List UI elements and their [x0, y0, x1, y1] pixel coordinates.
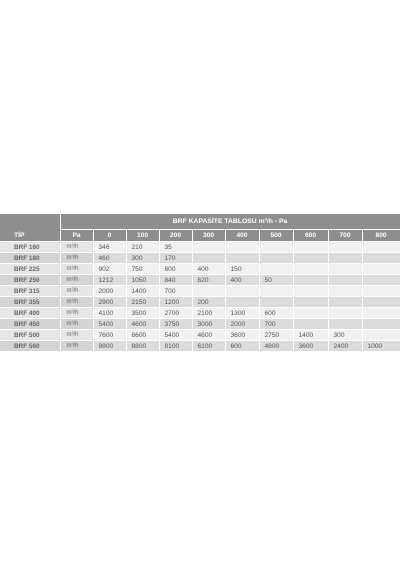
capacity-value-cell: [328, 275, 362, 286]
capacity-value-cell: [293, 264, 328, 275]
tip-cell: BRF 355: [0, 297, 60, 308]
capacity-value-cell: 750: [126, 264, 159, 275]
capacity-value-cell: 150: [225, 264, 259, 275]
pressure-column-header: 300: [192, 230, 225, 242]
capacity-value-cell: [362, 308, 400, 319]
capacity-value-cell: [192, 253, 225, 264]
table-row: [0, 297, 400, 308]
capacity-value-cell: 3600: [293, 341, 328, 352]
table-row: [0, 319, 400, 330]
pressure-column-header: 100: [126, 230, 159, 242]
capacity-value-cell: [362, 330, 400, 341]
capacity-value-cell: 1200: [159, 297, 192, 308]
capacity-value-cell: 2000: [225, 319, 259, 330]
unit-cell: m³/h: [60, 253, 93, 264]
capacity-value-cell: 4800: [259, 341, 293, 352]
capacity-value-cell: 600: [259, 308, 293, 319]
capacity-value-cell: 8800: [126, 341, 159, 352]
capacity-value-cell: 2700: [159, 308, 192, 319]
capacity-value-cell: [362, 319, 400, 330]
capacity-value-cell: 210: [126, 242, 159, 253]
capacity-value-cell: [362, 242, 400, 253]
pressure-column-header: 200: [159, 230, 192, 242]
capacity-value-cell: 2100: [192, 308, 225, 319]
capacity-value-cell: 1400: [126, 286, 159, 297]
unit-cell: m³/h: [60, 297, 93, 308]
tip-column-header: TİP: [0, 214, 60, 242]
capacity-value-cell: 3500: [126, 308, 159, 319]
unit-column-header: Pa: [60, 230, 93, 242]
capacity-value-cell: [328, 253, 362, 264]
capacity-value-cell: [293, 308, 328, 319]
capacity-value-cell: 3600: [225, 330, 259, 341]
capacity-value-cell: [328, 264, 362, 275]
capacity-value-cell: [362, 275, 400, 286]
capacity-value-cell: [362, 264, 400, 275]
capacity-value-cell: [259, 242, 293, 253]
pressure-column-header: 400: [225, 230, 259, 242]
table-row: [0, 341, 400, 352]
capacity-value-cell: 1212: [93, 275, 126, 286]
capacity-value-cell: [328, 308, 362, 319]
capacity-value-cell: 700: [159, 286, 192, 297]
capacity-value-cell: 5400: [159, 330, 192, 341]
capacity-value-cell: [225, 253, 259, 264]
pressure-column-header: 600: [293, 230, 328, 242]
capacity-value-cell: 1300: [225, 308, 259, 319]
capacity-value-cell: 6600: [126, 330, 159, 341]
capacity-value-cell: 170: [159, 253, 192, 264]
capacity-value-cell: 35: [159, 242, 192, 253]
tip-cell: BRF 400: [0, 308, 60, 319]
capacity-value-cell: 9800: [93, 341, 126, 352]
unit-cell: m³/h: [60, 275, 93, 286]
capacity-value-cell: [259, 264, 293, 275]
capacity-value-cell: 7600: [93, 330, 126, 341]
capacity-value-cell: [225, 242, 259, 253]
capacity-value-cell: [362, 286, 400, 297]
capacity-value-cell: 840: [159, 275, 192, 286]
capacity-value-cell: [362, 253, 400, 264]
table-row: [0, 242, 400, 253]
capacity-value-cell: [328, 297, 362, 308]
capacity-value-cell: 2900: [93, 297, 126, 308]
capacity-value-cell: 460: [93, 253, 126, 264]
capacity-value-cell: [293, 275, 328, 286]
capacity-value-cell: 300: [328, 330, 362, 341]
pressure-column-header: 800: [362, 230, 400, 242]
capacity-value-cell: [293, 297, 328, 308]
capacity-value-cell: 2400: [328, 341, 362, 352]
table-row: [0, 275, 400, 286]
capacity-value-cell: [192, 242, 225, 253]
capacity-value-cell: 5400: [93, 319, 126, 330]
tip-cell: BRF 315: [0, 286, 60, 297]
capacity-value-cell: 620: [192, 275, 225, 286]
capacity-value-cell: [192, 286, 225, 297]
pressure-column-header: 0: [93, 230, 126, 242]
capacity-value-cell: 4600: [192, 330, 225, 341]
capacity-value-cell: 400: [192, 264, 225, 275]
capacity-value-cell: [362, 297, 400, 308]
capacity-value-cell: 1050: [126, 275, 159, 286]
table-row: [0, 264, 400, 275]
table-row: [0, 330, 400, 341]
capacity-value-cell: [225, 286, 259, 297]
capacity-value-cell: [259, 286, 293, 297]
capacity-value-cell: [225, 297, 259, 308]
capacity-value-cell: 2750: [259, 330, 293, 341]
capacity-value-cell: 2150: [126, 297, 159, 308]
capacity-value-cell: [259, 297, 293, 308]
capacity-value-cell: 6100: [192, 341, 225, 352]
capacity-value-cell: 300: [126, 253, 159, 264]
unit-cell: m³/h: [60, 286, 93, 297]
tip-cell: BRF 500: [0, 330, 60, 341]
capacity-value-cell: 902: [93, 264, 126, 275]
unit-cell: m³/h: [60, 330, 93, 341]
capacity-table: [0, 214, 400, 352]
capacity-value-cell: 1400: [293, 330, 328, 341]
table-title: BRF KAPASİTE TABLOSU m³/h - Pa: [60, 214, 400, 230]
pressure-column-header: 700: [328, 230, 362, 242]
tip-cell: BRF 160: [0, 242, 60, 253]
unit-cell: m³/h: [60, 264, 93, 275]
tip-cell: BRF 250: [0, 275, 60, 286]
capacity-value-cell: 400: [225, 275, 259, 286]
table-row: [0, 253, 400, 264]
unit-cell: m³/h: [60, 341, 93, 352]
tip-cell: BRF 450: [0, 319, 60, 330]
unit-cell: m³/h: [60, 242, 93, 253]
table-row: [0, 308, 400, 319]
capacity-value-cell: 700: [259, 319, 293, 330]
capacity-value-cell: 3750: [159, 319, 192, 330]
capacity-value-cell: 200: [192, 297, 225, 308]
capacity-value-cell: [328, 242, 362, 253]
capacity-value-cell: 8100: [159, 341, 192, 352]
capacity-value-cell: 1000: [362, 341, 400, 352]
unit-cell: m³/h: [60, 308, 93, 319]
capacity-value-cell: [328, 319, 362, 330]
capacity-value-cell: [293, 242, 328, 253]
capacity-value-cell: 4100: [93, 308, 126, 319]
unit-cell: m³/h: [60, 319, 93, 330]
tip-cell: BRF 560: [0, 341, 60, 352]
capacity-value-cell: [293, 253, 328, 264]
pressure-column-header: 500: [259, 230, 293, 242]
tip-cell: BRF 180: [0, 253, 60, 264]
capacity-value-cell: [293, 286, 328, 297]
capacity-value-cell: 346: [93, 242, 126, 253]
capacity-value-cell: 4600: [126, 319, 159, 330]
table-body: [0, 242, 400, 352]
capacity-value-cell: 600: [159, 264, 192, 275]
tip-cell: BRF 225: [0, 264, 60, 275]
capacity-value-cell: 2000: [93, 286, 126, 297]
capacity-value-cell: 50: [259, 275, 293, 286]
capacity-value-cell: [328, 286, 362, 297]
capacity-value-cell: [259, 253, 293, 264]
capacity-value-cell: [293, 319, 328, 330]
capacity-value-cell: 600: [225, 341, 259, 352]
capacity-value-cell: 3000: [192, 319, 225, 330]
table-row: [0, 286, 400, 297]
